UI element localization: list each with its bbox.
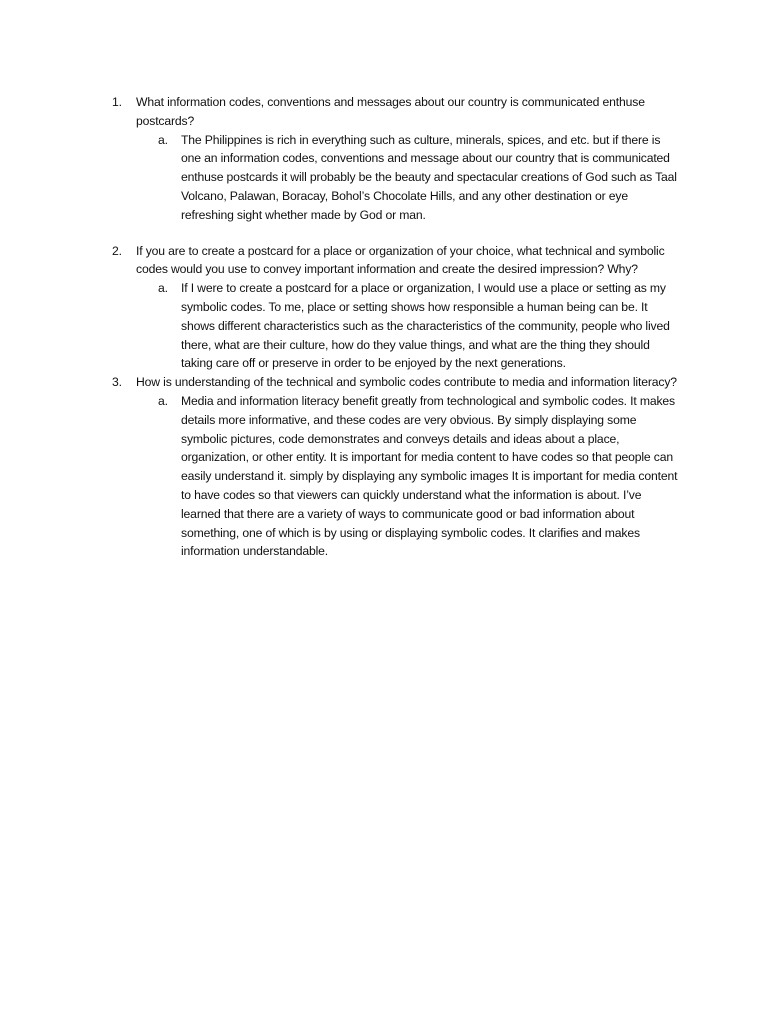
- question-text: How is understanding of the technical and symbolic codes contribute to media and information literacy?: [136, 375, 677, 390]
- answer-item: [136, 131, 682, 225]
- question-text: What information codes, conventions and messages about our country is communicated enthuse postcards?: [136, 95, 645, 128]
- question-number: 2.: [112, 243, 122, 258]
- answer-item: [136, 392, 682, 561]
- question-text: If you are to create a postcard for a place or organization of your choice, what technical and symbolic codes would you use to convey important information and create the desired impression? Why?: [136, 243, 665, 277]
- answer-letter: a.: [158, 132, 168, 147]
- answer-item: [136, 279, 682, 373]
- answer-text: If I were to create a postcard for a place or organization, I would use a place or setting as my symbolic codes. To me, place or setting shows how responsible a human being can be. It shows different characteristics such as the characteristics of the community, people who lived there, what are their culture, how do they value things, and what are the thing they should taking care off or preserve in order to be enjoyed by the next generations.: [181, 281, 670, 371]
- answer-letter: a.: [158, 393, 168, 408]
- question-number: 3.: [112, 375, 122, 390]
- question-item-2: [112, 242, 682, 374]
- question-item-3: [112, 373, 682, 561]
- answer-text: Media and information literacy benefit greatly from technological and symbolic codes. It makes details more informative, and these codes are very obvious. By simply displaying some symbolic pictures, code demonstrates and conveys details and ideas about a place, organization, or other entity. It is important for media content to have codes so that people can easily understand it. simply by displaying any symbolic images It is important for media content to have codes so that viewers can quickly understand what the information is about. I’ve learned that there are a variety of ways to communicate good or bad information about something, one of which is by using or displaying symbolic codes. It clarifies and makes information understandable.: [181, 393, 678, 559]
- question-number: 1.: [112, 95, 122, 109]
- question-list: [112, 93, 682, 561]
- answer-text: The Philippines is rich in everything such as culture, minerals, spices, and etc. but if there is one an information codes, conventions and message about our country that is communicated enthuse postcards it will probably be the beauty and spectacular creations of God such as Taal Volcano, Palawan, Boracay, Bohol’s Chocolate Hills, and any other destination or eye refreshing sight whether made by God or man.: [181, 132, 677, 222]
- answer-letter: a.: [158, 281, 168, 296]
- question-item-1: [112, 93, 682, 225]
